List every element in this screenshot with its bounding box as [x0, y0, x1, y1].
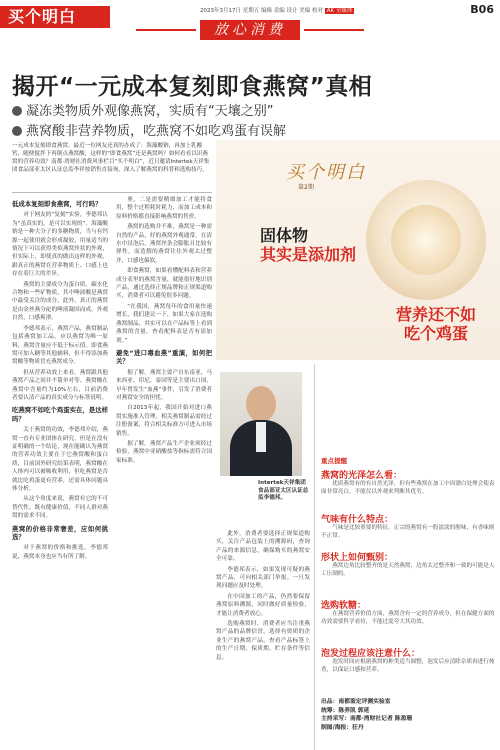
credit-line: 主持采写：南都·湾财社记者 陈盈珊 [321, 716, 413, 723]
sidebar-text-1: 优质燕窝有的有自然光泽，但有些燕窝在加工中因漂白处理会使表面非常亮白，不能仅以外观来判断其优劣。 [321, 481, 495, 495]
portrait-face [246, 386, 276, 422]
body-paragraph: “在我国，燕窝每年的食用量快速增长，我们建议一下，如果大家在选购燕窝制品，其实可以在产品标签上看到燕窝的含量，查看配料表是否有添加剂。” [116, 303, 212, 344]
column-title: 放心消费 [200, 20, 300, 40]
portrait-shirt [256, 422, 266, 452]
page-number: B06 [470, 3, 494, 16]
bullet-icon [12, 126, 22, 136]
birds-nest-bowl-image [366, 180, 486, 300]
illustration-label-a [260, 226, 356, 264]
body-paragraph: 对于网友的“复刻”实验，李德邦认为“虽真实的，是可以实现的”。海藻酸钠是一种大分子的多糖物质，当与有钙源一起使用就会形成凝胶，用量适当的情况下可以获得类似燕窝丝状的外观，但实际上，即使真的做出这样的外观，跟真正的燕窝在营养物质上、口感上也存在着巨大的差异。 [12, 212, 108, 278]
credit-line: 统筹：陈养凯 郭延 [321, 707, 370, 714]
body-paragraph: 但从营养功效上来看，燕窝跟其他燕窝产品之间并不简单对等。燕窝酸在燕窝中含量约为10%左右，目前消费者要认清产品的真实成分与标签说明。 [12, 369, 108, 401]
credit-line: 出品：南都鉴定评测实验室 [321, 699, 391, 705]
column-logo: 买个明白 [286, 162, 366, 183]
article-column-c [216, 530, 310, 664]
body-paragraph: 据了解，燕窝产品生产企业须经过检验，燕窝中亚硝酸盐等指标需符合国家标准。 [116, 440, 212, 464]
illustration-label-b-line1: 营养还不如 [396, 305, 477, 324]
section-heading: 燕窝的价格非常奢差，应如何挑选？ [12, 524, 108, 542]
feature-illustration [216, 140, 500, 360]
body-paragraph: 在中国加工的产品，仍然要保留燕窝原料溯源，同时做好质量检验，才能让消费者放心。 [216, 593, 310, 617]
sidebar-text-2: 气味是比较重要的特征，正宗的燕窝有一股淡淡的腥味，有香味则不正常。 [321, 525, 495, 539]
issue-meta-tag: AK 全媒体 [326, 8, 353, 14]
article-column-a [12, 196, 108, 563]
credits [321, 698, 412, 732]
section-heading: 低成本复刻即食燕窝，可行吗？ [12, 200, 102, 208]
section-heading: 避免“进口毒血燕”重演，如何把关？ [116, 348, 212, 366]
issue-number: 第2期 [298, 184, 314, 191]
issue-meta [200, 6, 354, 14]
lead-paragraph: 一元成本复刻即食燕窝，最近一位网友还真的办成了：海藻酸钠，再加上乳酸钙，随便搅拌下再倒点燕窝酸，这样的“即食燕窝”还是燕窝吗？如何看看以识燕窝的营养功效？南都·湾财社消费风事栏目“买个明白”，近日邀请Intertek天祥集团食品部亚太区认证总监李祥按销售直接询，深入了解燕窝的科普和选购技巧。 [12, 143, 210, 173]
article-column-b [116, 196, 212, 467]
body-paragraph: 此外，消费者要选择正规渠道购买，关注产品包装上的溯源码，查询产品的来源信息，确保购买的燕窝安全可靠。 [216, 531, 310, 563]
issue-meta-text: 2023年3月17日 星期五 编辑 责编 设计 美编 校对 [200, 8, 323, 14]
body-paragraph: 李德邦表示，如果发现可疑的燕窝产品，可向相关部门举报。一旦发现问题应及时处理。 [216, 566, 310, 590]
subhead-2-text: 燕窝酸非营养物质，吃燕窝不如吃鸡蛋有误解 [26, 124, 287, 139]
body-paragraph: 即食燕窝，如果看懂配料表和营养成分表里的燕窝含量，就能很好地识别产品，通过选择正规品牌和正规渠道购买，消费者可以避免很多问题。 [116, 268, 212, 300]
section-brand: 买个明白 [0, 6, 110, 28]
bullet-icon [12, 106, 22, 116]
illustration-label-b-line2: 吃个鸡蛋 [404, 324, 469, 343]
sidebar-heading-5: 泡发过程应该注意什么： [321, 649, 421, 659]
body-paragraph: 关于燕窝的功效，李德邦介绍，燕窝一直有专业团体在研究，但是在没有证明确的一个结论，现在能确认为燕窝的营养功效主要在于它燕窝酸和蛋白质，目前国外研究结果表明，燕窝酸在人体内可以被吸收利用，但吃燕窝是否就比吃鸡蛋更有营养，还需具体问题具体分析。 [12, 427, 108, 492]
photo-caption: Intertek天祥集团食品部亚太区认证总监李德邦。 [258, 480, 309, 502]
body-paragraph: 自2013年起，我国开始对进口燕窝实施准入管理，相关燕窝制品需经过注册备案，符合相关标准方可进入市场销售。 [116, 405, 212, 437]
tips-sidebar [314, 364, 500, 750]
illustration-label-a-line1: 固体物 [260, 226, 309, 245]
subhead-1-text: 凝冻类物质外观像燕窝，实质有“天壤之别” [26, 104, 274, 119]
sidebar-heading-3: 形状上如何甄别： [321, 553, 394, 563]
sidebar-heading-1: 燕窝的光泽怎么看： [321, 471, 403, 481]
body-paragraph: 奥，二是需要精细加工才能将食用，整个过程耗时耗力，而加工成本和原料价格都直接影响燕窝的售价。 [116, 197, 212, 220]
headline: 揭开“一元成本复刻即食燕窝”真相 [12, 74, 373, 100]
expert-portrait-photo [220, 372, 302, 476]
body-paragraph: 据了解，燕窝主要产自东南亚，马来西亚、印尼、泰国等是主要出口国，早年曾发生“血燕”事件，引发了消费者对燕窝安全的担忧。 [116, 369, 212, 401]
body-paragraph: 从这个角度来说，燕窝有它的不可替代性，既有健康价值，不同人群对燕窝的需求不同。 [12, 496, 108, 520]
illustration-label-a-line2: 其实是添加剂 [260, 245, 357, 264]
sidebar-text-4: 在燕窝营养价值方面，燕窝含有一定的营养成分，但在保健方面的功效需要科学看待，不能过度夸大其功效。 [321, 611, 495, 625]
illustration-label-b [396, 305, 476, 343]
body-paragraph: 燕窝的选购并不难，燕窝是一种需自然的产品，好的燕窝外观通常。在清水中浸泡后，燕窝丝条会膨胀且比较有弹性，而造假的燕窝往往外观太过整齐，口感也偏软。 [116, 224, 212, 264]
divider [12, 192, 212, 193]
sidebar-text-5: 泡发时间应根据燕窝的种类适当调整，泡发后应清除杂质再进行炖煮，以保证口感和营养。 [321, 659, 495, 673]
credit-line: 制图/海报：狂丹 [321, 724, 364, 731]
subhead-1 [12, 100, 273, 119]
subhead-2 [12, 120, 286, 139]
sidebar-heading-4: 选购软糖： [321, 601, 367, 611]
body-paragraph: 燕窝的主要成分为蛋白质、碳水化合物和一些矿物质，其中唾液酸是燕窝中最受关注的成分。此外，真正的燕窝是由金丝燕分泌的唾液凝固而成，外观自然，口感爽滑。 [12, 281, 108, 322]
sidebar-tag: 重点提醒 [321, 457, 347, 465]
sidebar-heading-2: 气味有什么特点： [321, 515, 394, 525]
sidebar-text-3: 燕窝边角比较整齐的是天然燕窝，边角太过整齐和一致的可能是人工压制的。 [321, 563, 495, 577]
body-paragraph: 对于燕窝的价格和挑选，李德邦说，燕窝本身也应当有所了解。 [12, 545, 108, 560]
body-paragraph: 李德邦表示，燕窝产品，燕窝制品包括燕窝加工品，应以燕窝为唯一原料，燕窝含量应不低于标示值。即食燕窝可加入糖等其他辅料，但不得添加燕窝酸等物质冒充燕窝成分。 [12, 325, 108, 366]
body-paragraph: 选购燕窝时，消费者应当注重燕窝产品的品牌信誉，选择有资质的企业生产的燕窝产品，查看产品标签上的生产日期、保质期、贮存条件等信息。 [216, 621, 310, 661]
section-heading: 吃燕窝不如吃个鸡蛋实在，是这样吗？ [12, 406, 108, 423]
